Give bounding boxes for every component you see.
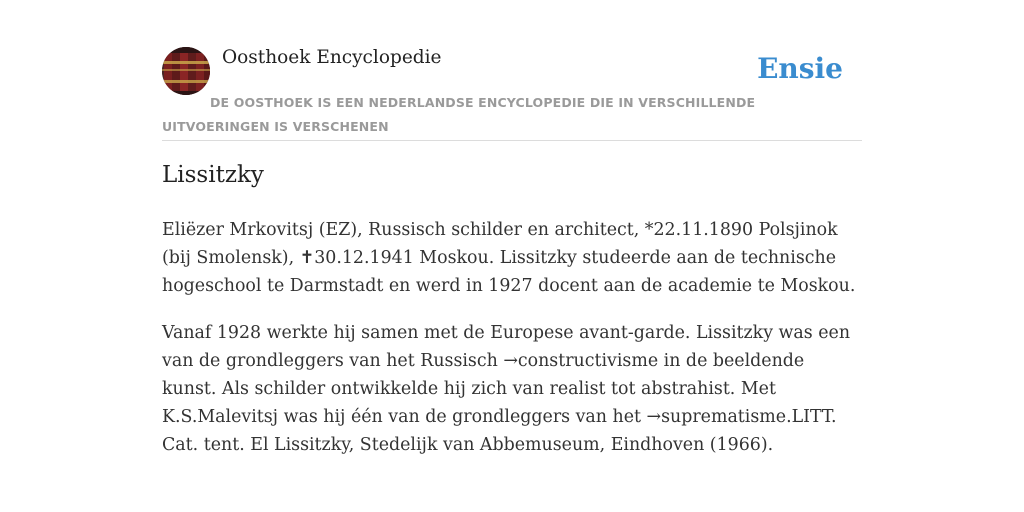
site-tagline: DE OOSTHOEK IS EEN NEDERLANDSE ENCYCLOPEDIE DIE IN VERSCHILLENDE UITVOERINGEN IS VERSCHENEN [162, 95, 756, 134]
article-title: Lissitzky [162, 162, 264, 188]
article-body [162, 216, 864, 478]
site-name-link[interactable]: Oosthoek Encyclopedie [222, 47, 442, 68]
book-spines-icon[interactable] [162, 47, 210, 95]
article-paragraph: Vanaf 1928 werkte hij samen met de Europese avant-garde. Lissitzky was een van de grondleggers van het Russisch →constructivisme in de beeldende kunst. Als schilder ontwikkelde hij zich van realist tot abstrahist. Met K.S.Malevitsj was hij één van de grondleggers van het →suprematisme.LITT. Cat. tent. El Lissitzky, Stedelijk van Abbemuseum, Eindhoven (1966). [162, 323, 851, 455]
site-header [162, 46, 862, 141]
ensie-logo-link[interactable]: Ensie [757, 52, 843, 85]
article-paragraph: Eliëzer Mrkovitsj (EZ), Russisch schilder en architect, *22.11.1890 Polsjinok (bij Smolensk), ✝30.12.1941 Moskou. Lissitzky studeerde aan de technische hogeschool te Darmstadt en werd in 1927 docent aan de academie te Moskou. [162, 220, 856, 296]
